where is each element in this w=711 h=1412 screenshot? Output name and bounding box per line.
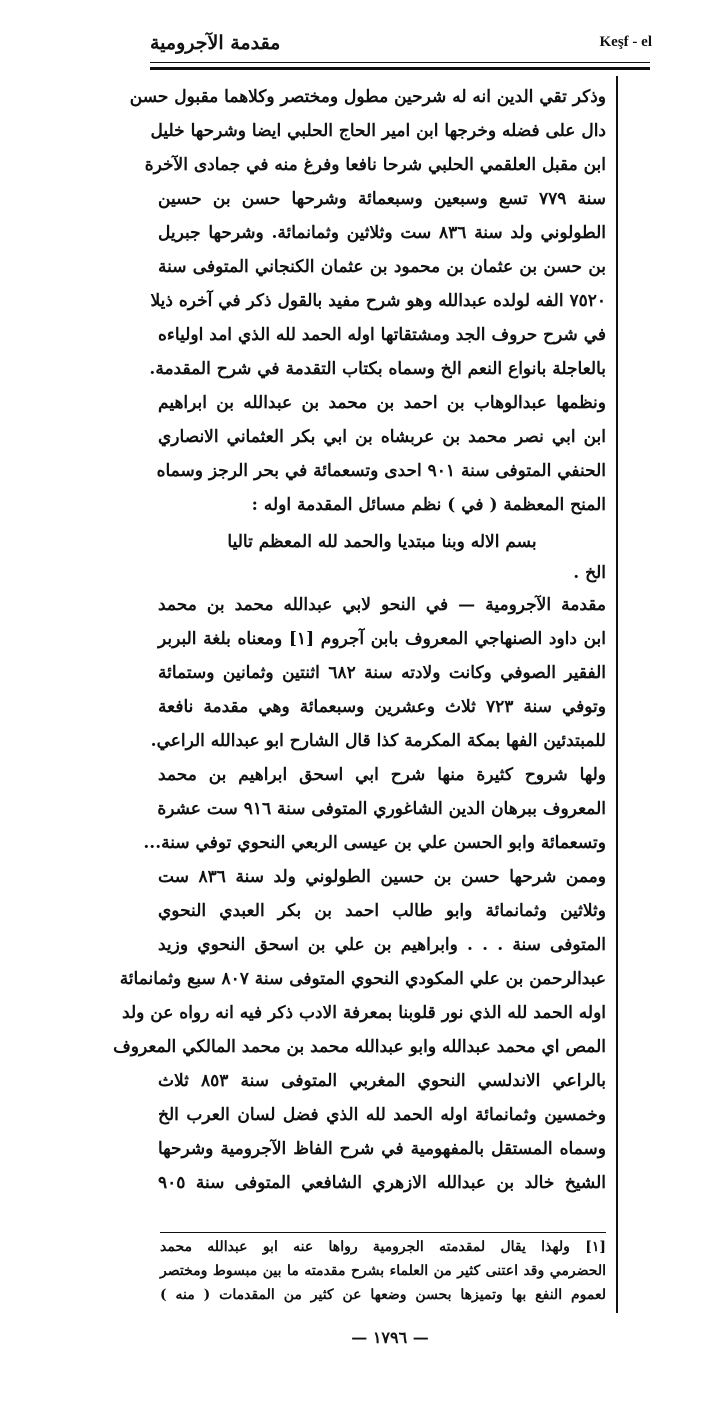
- text-line: وممن شرحها حسن بن حسين الطولوني ولد سنة ٨٣٦ ست: [158, 867, 606, 887]
- text-line: في شرح حروف الجد ومشتقاتها اوله الحمد لله الذي امد اولياءه: [158, 325, 606, 345]
- header-rule-thin: [150, 62, 650, 63]
- text-line: وثلاثين وثمانمائة وابو طالب احمد بن بكر العبدي النحوي: [158, 901, 606, 921]
- text-line: وتوفي سنة ٧٢٣ ثلاث وعشرين وسبعمائة وهي مقدمة نافعة: [158, 697, 606, 717]
- text-line: ولها شروح كثيرة منها شرح ابي اسحق ابراهيم بن محمد: [158, 765, 606, 785]
- text-line: الفقير الصوفي وكانت ولادته سنة ٦٨٢ اثنتين وثمانين وستمائة: [158, 663, 606, 683]
- text-line: سنة ٧٧٩ تسع وسبعين وسبعمائة وشرحها حسن بن حسين: [158, 189, 606, 209]
- text-line: اوله الحمد لله الذي نور قلوبنا بمعرفة الادب ذكر فيه انه رواه عن ولد: [122, 1003, 606, 1023]
- text-line: الشيخ خالد بن عبدالله الازهري الشافعي المتوفى سنة ٩٠٥: [158, 1173, 606, 1193]
- text-line: بالراعي الاندلسي النحوي المغربي المتوفى سنة ٨٥٣ ثلاث: [158, 1071, 606, 1091]
- main-text-column: [113, 80, 606, 1200]
- text-line: ابن داود الصنهاجي المعروف بابن آجروم [١] ومعناه بلغة البربر: [158, 629, 606, 649]
- verse-end: الخ .: [573, 563, 606, 583]
- header-title: مقدمة الآجرومية: [150, 32, 281, 54]
- text-line: الحنفي المتوفى سنة ٩٠١ احدى وتسعمائة في بحر الرجز وسماه: [156, 461, 606, 481]
- page-number: — ١٧٩٦ —: [351, 1328, 429, 1347]
- text-line: ونظمها عبدالوهاب بن احمد بن محمد بن عبدالله بن ابراهيم: [158, 393, 606, 413]
- column-rule: [616, 76, 618, 1313]
- text-line: ابن ابي نصر محمد بن عربشاه بن ابي بكر العثماني الانصاري: [158, 427, 606, 447]
- text-line: المنح المعظمة ( في ) نظم مسائل المقدمة اوله :: [251, 495, 606, 515]
- footnote-line: الحضرمي وقد اعتنى كثير من العلماء بشرح مقدمته ما بين مبسوط ومختصر: [160, 1263, 606, 1279]
- text-line: للمبتدئين الفها بمكة المكرمة كذا قال الشارح ابو عبدالله الراعي.: [150, 731, 606, 751]
- text-line: وتسعمائة وابو الحسن علي بن عيسى الربعي النحوي توفي سنة...: [143, 833, 606, 853]
- text-line: عبدالرحمن بن علي المكودي النحوي المتوفى سنة ٨٠٧ سبع وثمانمائة: [119, 969, 606, 989]
- entry-heading-line: مقدمة الآجرومية — في النحو لابي عبدالله محمد بن محمد: [158, 595, 606, 615]
- header-running-head: Keşf - el: [599, 34, 652, 50]
- text-line: دال على فضله وخرجها ابن امير الحاج الحلبي ايضا وشرحها خليل: [150, 121, 606, 141]
- text-line: بن حسن بن عثمان بن محمود بن عثمان الكنجاني المتوفى سنة: [158, 257, 606, 277]
- header-rule-thick: [150, 67, 650, 70]
- text-line: بالعاجلة بانواع النعم الخ وسماه بكتاب التقدمة في شرح المقدمة.: [149, 359, 606, 379]
- text-line: المتوفى سنة . . . وابراهيم بن علي بن اسحق النحوي وزيد: [158, 935, 606, 955]
- text-line: وسماه المستقل بالمفهومية في شرح الفاظ الآجرومية وشرحها: [158, 1139, 606, 1159]
- footnote: [160, 1232, 606, 1307]
- text-line: المص اي محمد عبدالله وابو عبدالله محمد بن محمد المالكي المعروف: [113, 1037, 606, 1057]
- text-line: المعروف ببرهان الدين الشاغوري المتوفى سنة ٩١٦ ست عشرة: [157, 799, 606, 819]
- text-line: الطولوني ولد سنة ٨٣٦ ست وثلاثين وثمانمائة. وشرحها جبريل: [158, 223, 606, 243]
- text-line: ابن مقبل العلقمي الحلبي شرحا نافعا وفرغ منه في جمادى الآخرة: [144, 155, 606, 175]
- verse-line: بسم الاله وبنا مبتديا والحمد لله المعظم تاليا: [227, 532, 537, 552]
- footnote-line: [١] ولهذا يقال لمقدمته الجرومية رواها عنه ابو عبدالله محمد: [160, 1239, 606, 1255]
- text-line: وذكر تقي الدين انه له شرحين مطول ومختصر وكلاهما مقبول حسن: [129, 87, 606, 107]
- text-line: ٧٥٢٠ الفه لولده عبدالله وهو شرح مفيد بالقول ذكر في آخره ذيلا: [150, 291, 606, 311]
- footnote-line: لعموم النفع بها وتميزها بحسن وضعها عن كثير من المقدمات ( منه ): [160, 1287, 606, 1303]
- page-header: [150, 32, 650, 60]
- text-line: وخمسين وثمانمائة اوله الحمد لله الذي فضل لسان العرب الخ: [158, 1105, 606, 1125]
